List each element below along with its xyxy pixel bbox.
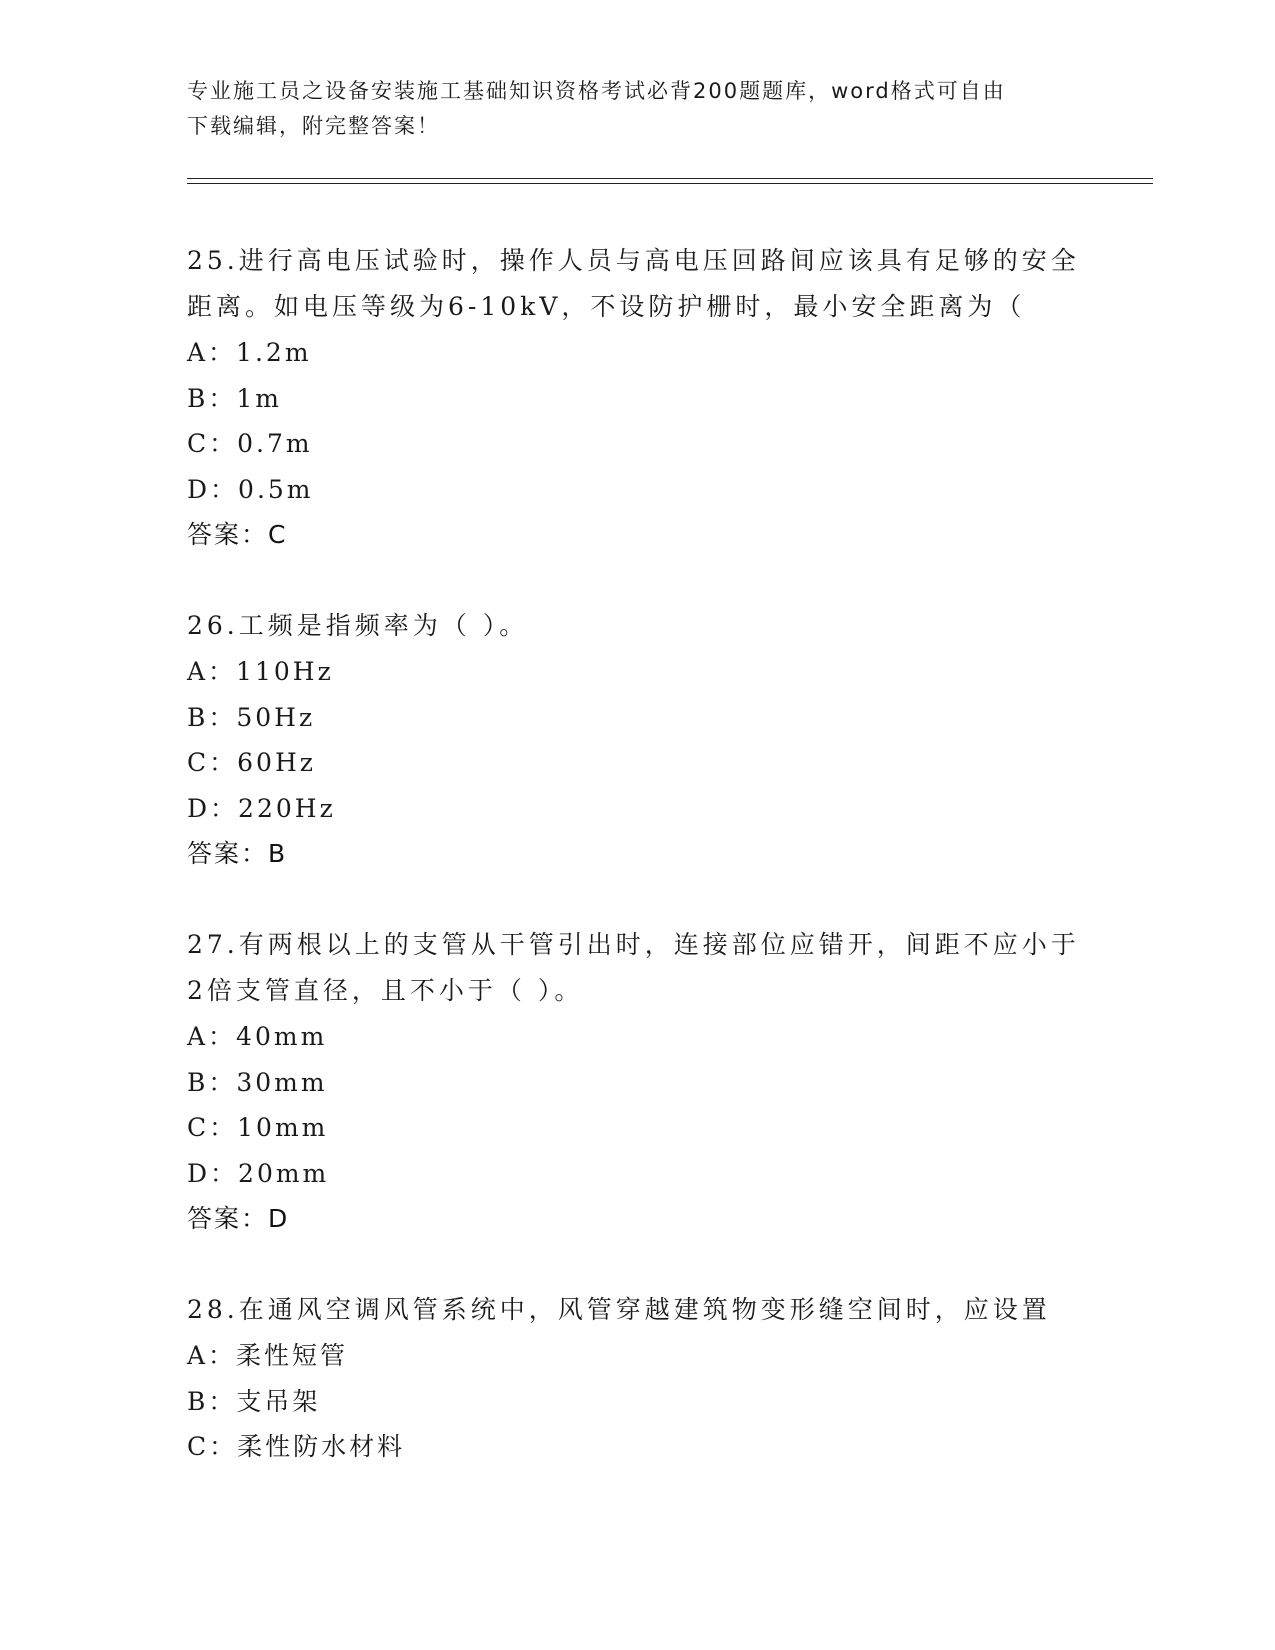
option-d: D：0.5m [187,474,314,504]
option-c: C：0.7m [187,429,313,459]
option-b: B：支吊架 [187,1386,321,1416]
question-text: 距离。如电压等级为6-10kV，不设防护栅时，最小安全距离为（ [187,292,1026,321]
header-divider-bottom [187,183,1153,184]
question-spacer [187,558,1087,603]
header-divider-top [187,178,1153,179]
question-text: 26.工频是指频率为（ ）。 [187,610,529,640]
option-a: A：1.2m [187,338,312,367]
option-d: D：220Hz [187,793,336,823]
answer: 答案：D [187,1204,290,1234]
answer: 答案：B [187,839,288,869]
question-list [187,238,1087,1470]
header-line-2: 下载编辑，附完整答案！ [187,114,440,138]
document-header [187,74,1067,144]
question-text: 2倍支管直径，且不小于（ ）。 [187,975,584,1005]
option-c: C：60Hz [187,748,316,778]
option-a: A：40mm [187,1021,328,1051]
option-a: A：柔性短管 [187,1340,349,1370]
question-spacer [187,1242,1087,1287]
question-text: 28.在通风空调风管系统中，风管穿越建筑物变形缝空间时，应设置 [187,1294,1051,1324]
question-spacer [187,877,1087,922]
option-d: D：20mm [187,1158,330,1188]
option-b: B：50Hz [187,702,316,732]
question-25 [187,238,1087,558]
option-c: C：10mm [187,1113,329,1143]
question-28 [187,1287,1087,1470]
question-26 [187,603,1087,877]
answer: 答案：C [187,520,288,550]
option-b: B：30mm [187,1067,328,1097]
question-text: 25.进行高电压试验时，操作人员与高电压回路间应该具有足够的安全 [187,246,1080,275]
question-text: 27.有两根以上的支管从干管引出时，连接部位应错开，间距不应小于 [187,929,1080,959]
option-c: C：柔性防水材料 [187,1432,406,1462]
question-27 [187,922,1087,1242]
option-b: B：1m [187,383,282,413]
option-a: A：110Hz [187,656,334,686]
header-line-1: 专业施工员之设备安装施工基础知识资格考试必背200题题库，word格式可自由 [187,79,1006,103]
